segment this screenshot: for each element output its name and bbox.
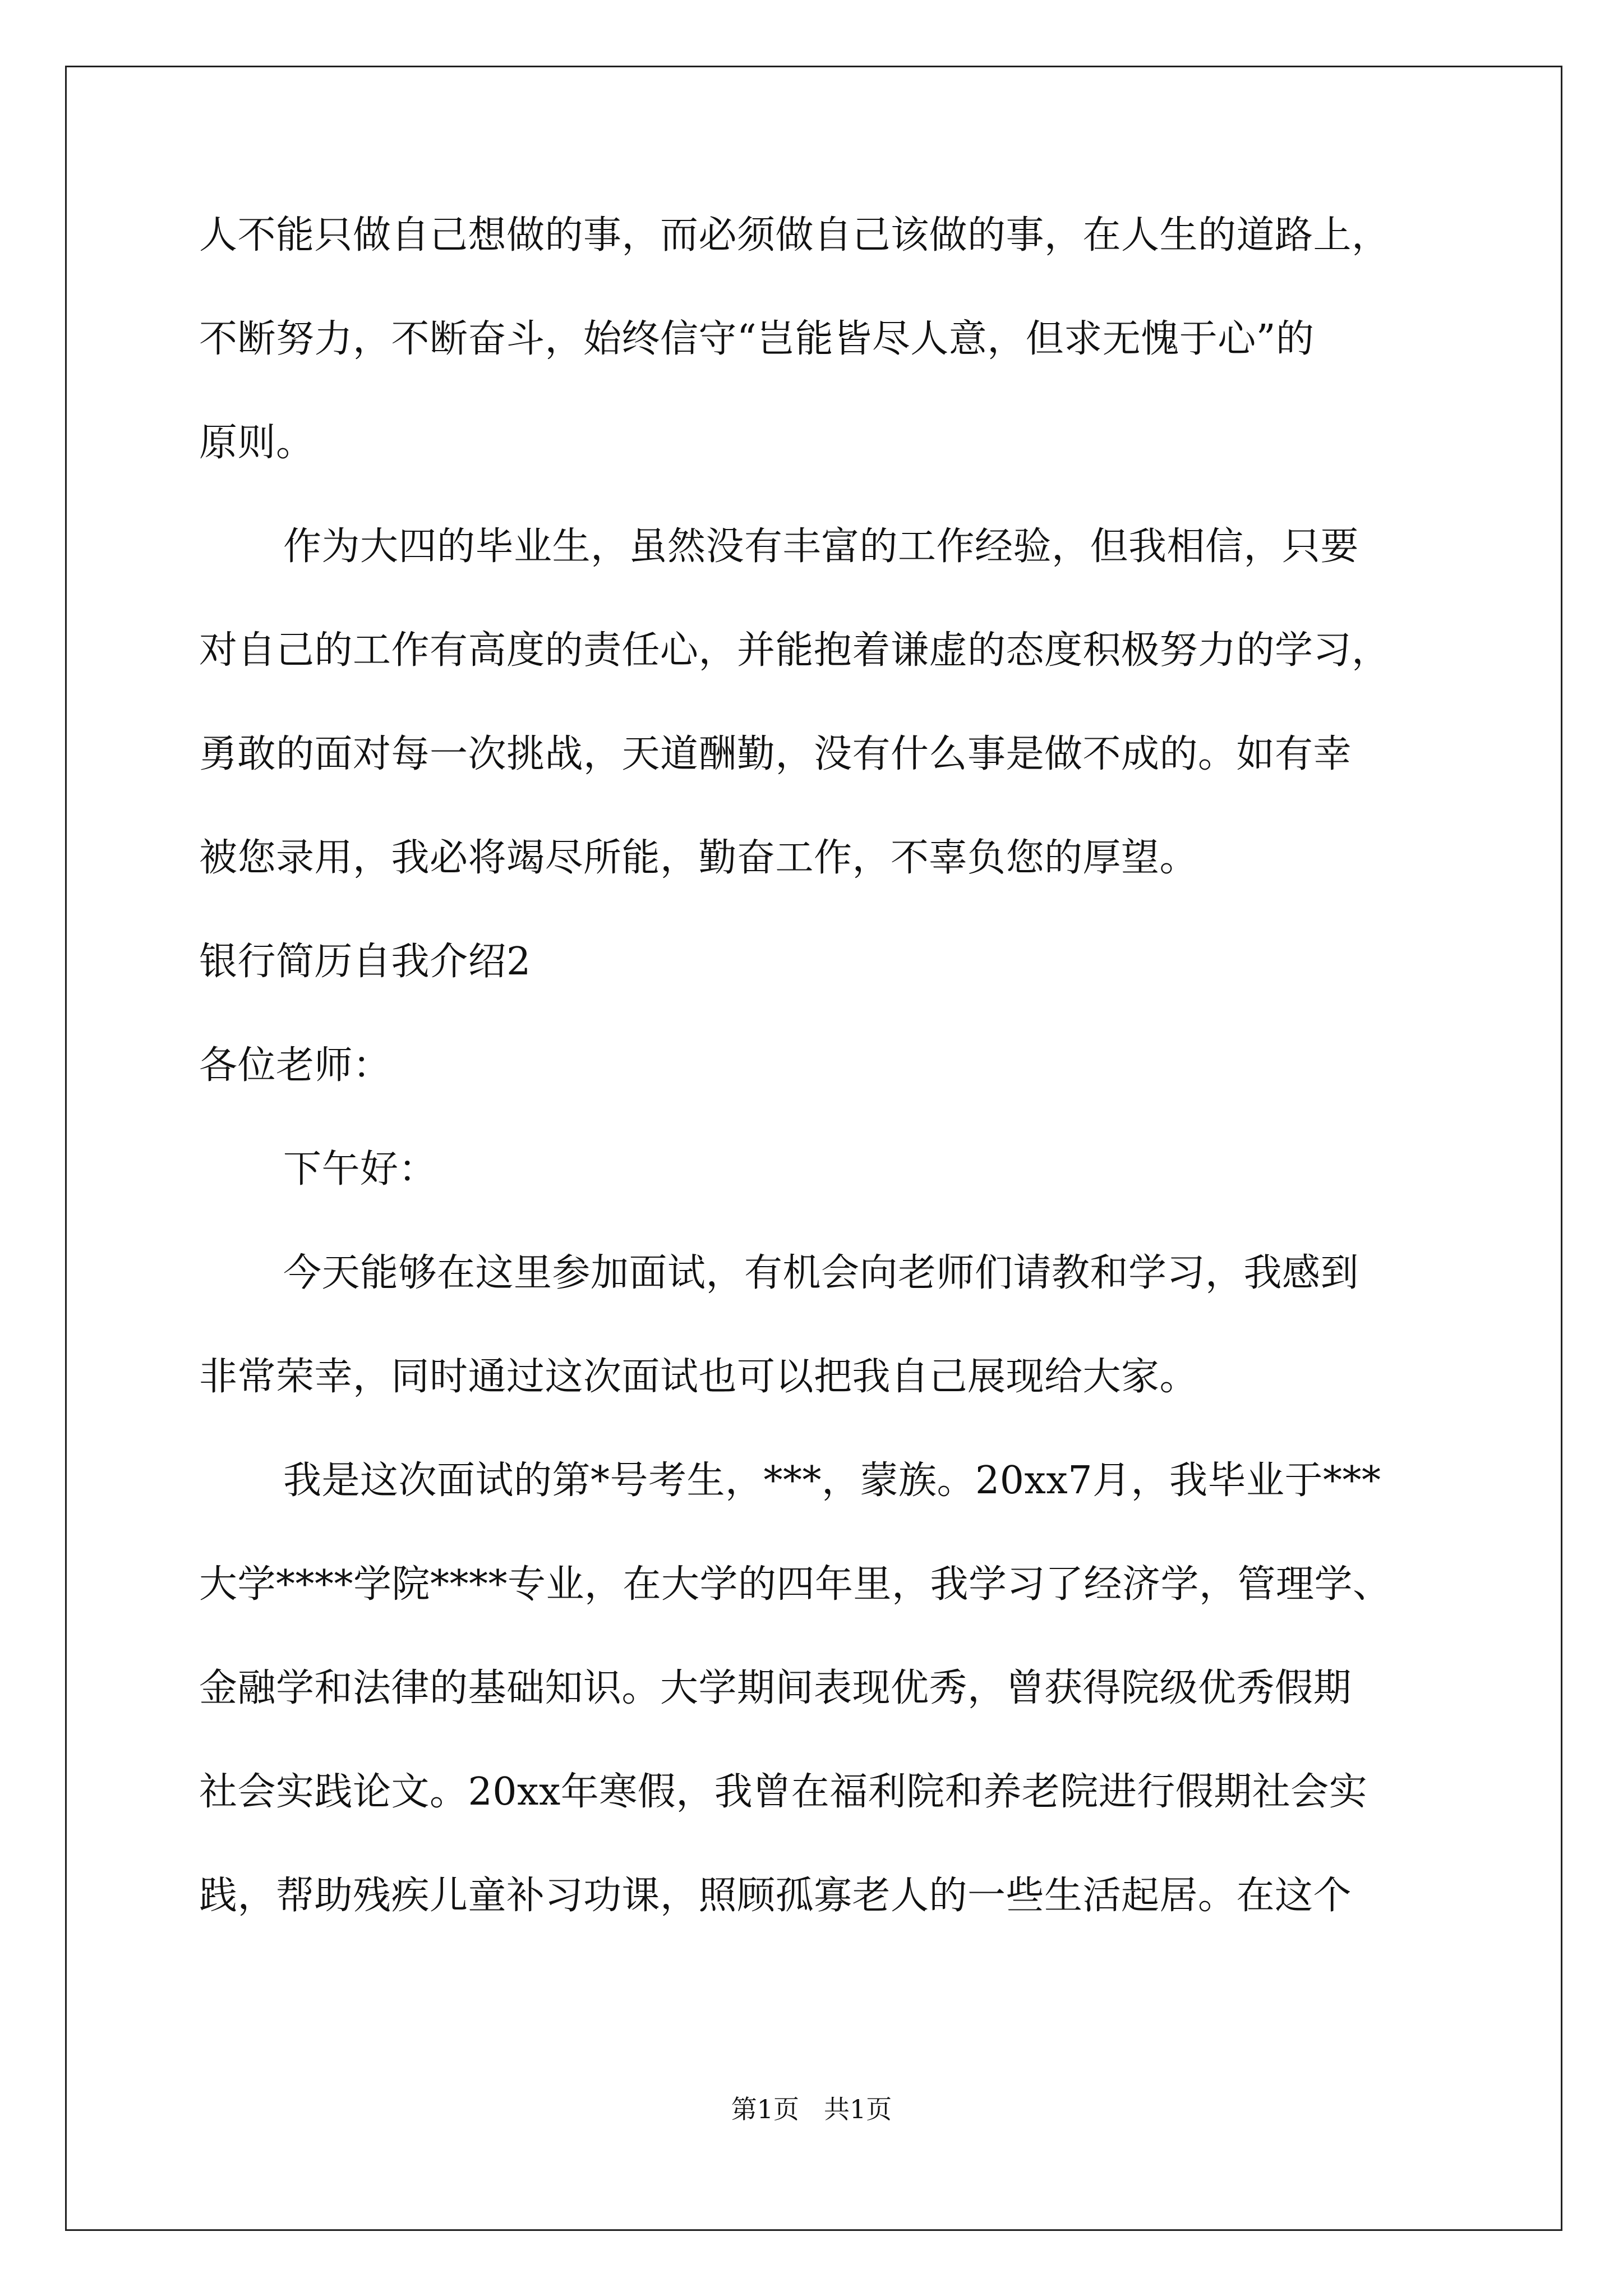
total-pages: 共1页: [824, 2094, 892, 2124]
text-line-16: 社会实践论文。20xx年寒假，我曾在福利院和养老院进行假期社会实: [199, 1770, 1368, 1814]
text-line-2: 不断努力，不断奋斗，始终信守“岂能皆尽人意，但求无愧于心”的: [199, 317, 1315, 361]
text-line-5: 对自己的工作有高度的责任心，并能抱着谦虚的态度积极努力的学习，: [199, 628, 1390, 673]
text-line-13: 我是这次面试的第*号考生，***，蒙族。20xx7月，我毕业于***: [283, 1458, 1381, 1503]
text-line-12: 非常荣幸，同时通过这次面试也可以把我自己展现给大家。: [199, 1355, 1198, 1399]
text-line-1: 人不能只做自己想做的事，而必须做自己该做的事，在人生的道路上，: [199, 213, 1390, 257]
section-heading: 银行简历自我介绍2: [199, 940, 531, 984]
salutation: 各位老师：: [199, 1043, 391, 1088]
text-line-11: 今天能够在这里参加面试，有机会向老师们请教和学习，我感到: [283, 1251, 1359, 1295]
text-line-6: 勇敢的面对每一次挑战，天道酬勤，没有什么事是做不成的。如有幸: [199, 732, 1352, 776]
text-line-7: 被您录用，我必将竭尽所能，勤奋工作，不辜负您的厚望。: [199, 836, 1198, 880]
text-line-3: 原则。: [199, 421, 315, 465]
current-page-number: 第1页: [731, 2094, 799, 2124]
page-footer: [0, 2092, 1623, 2126]
text-line-17: 践，帮助残疾儿童补习功课，照顾孤寡老人的一些生活起居。在这个: [199, 1874, 1352, 1918]
text-line-4: 作为大四的毕业生，虽然没有丰富的工作经验，但我相信，只要: [283, 524, 1359, 569]
text-line-14: 大学****学院****专业，在大学的四年里，我学习了经济学，管理学、: [199, 1562, 1391, 1607]
text-line-15: 金融学和法律的基础知识。大学期间表现优秀，曾获得院级优秀假期: [199, 1666, 1352, 1710]
greeting: 下午好：: [283, 1147, 437, 1191]
